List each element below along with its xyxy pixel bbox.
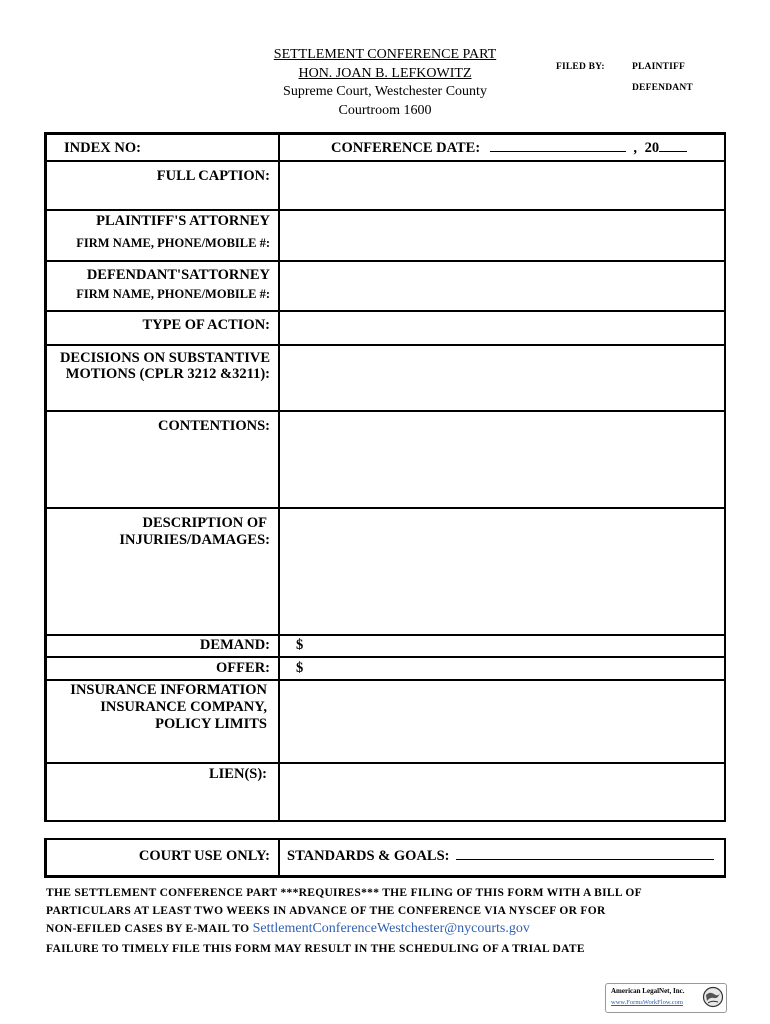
filed-by-label: FILED BY: — [556, 62, 605, 72]
offer-label: OFFER: — [216, 660, 270, 676]
full-caption-input[interactable] — [281, 162, 723, 208]
year-prefix: 20 — [644, 140, 660, 156]
notice-line3-text: NON-EFILED CASES BY E-MAIL TO — [46, 923, 250, 935]
plaintiff-attorney-input[interactable] — [281, 211, 723, 259]
index-no-label: INDEX NO: — [64, 140, 141, 156]
header-part-title: SETTLEMENT CONFERENCE PART — [273, 47, 497, 62]
defendant-attorney-label: DEFENDANT'SATTORNEY — [86, 267, 270, 283]
notice-line3 — [46, 921, 530, 937]
notice-line4: FAILURE TO TIMELY FILE THIS FORM MAY RESULT IN THE SCHEDULING OF A TRIAL DATE — [46, 943, 585, 955]
decisions-input[interactable] — [281, 346, 723, 409]
filed-by-plaintiff[interactable]: PLAINTIFF — [632, 62, 685, 72]
description-input[interactable] — [281, 509, 723, 633]
demand-label: DEMAND: — [199, 637, 270, 653]
demand-input[interactable]: $ — [296, 637, 304, 653]
header-judge-name: HON. JOAN B. LEFKOWITZ — [298, 66, 472, 81]
insurance-label-line3: POLICY LIMITS — [155, 716, 267, 732]
form-column-divider — [278, 134, 280, 822]
court-use-divider — [278, 840, 280, 876]
header-court: Supreme Court, Westchester County — [283, 84, 487, 99]
decisions-label-line2: MOTIONS (CPLR 3212 &3211): — [65, 366, 270, 382]
filed-by-defendant[interactable]: DEFENDANT — [632, 83, 693, 93]
defendant-attorney-input[interactable] — [281, 262, 723, 309]
row-divider — [44, 634, 725, 636]
conference-date-label: CONFERENCE DATE: — [331, 140, 481, 156]
publisher-logo[interactable] — [605, 983, 727, 1013]
description-label-line2: INJURIES/DAMAGES: — [119, 532, 270, 548]
type-of-action-input[interactable] — [281, 312, 723, 343]
contentions-label: CONTENTIONS: — [158, 418, 270, 434]
court-use-label: COURT USE ONLY: — [138, 848, 270, 864]
liens-input[interactable] — [281, 764, 723, 819]
standards-goals-label: STANDARDS & GOALS: — [287, 848, 450, 864]
publisher-name: American LegalNet, Inc. — [611, 987, 685, 995]
insurance-input[interactable] — [281, 681, 723, 761]
date-comma: , — [633, 140, 638, 156]
conference-date-blank[interactable] — [490, 151, 626, 152]
notice-line1: THE SETTLEMENT CONFERENCE PART ***REQUIRES*** THE FILING OF THIS FORM WITH A BILL OF — [46, 887, 642, 899]
year-blank[interactable] — [659, 151, 687, 152]
offer-input[interactable]: $ — [296, 660, 304, 676]
publisher-website[interactable]: www.FormsWorkFlow.com — [611, 999, 683, 1006]
plaintiff-firm-label: FIRM NAME, PHONE/MOBILE #: — [76, 236, 270, 250]
contentions-input[interactable] — [281, 412, 723, 506]
globe-icon — [702, 986, 724, 1008]
description-label-line1: DESCRIPTION OF — [142, 515, 267, 531]
header-courtroom: Courtroom 1600 — [338, 103, 432, 118]
defendant-firm-label: FIRM NAME, PHONE/MOBILE #: — [76, 287, 270, 301]
decisions-label-line1: DECISIONS ON SUBSTANTIVE — [59, 350, 270, 366]
full-caption-label: FULL CAPTION: — [156, 168, 270, 184]
standards-goals-blank[interactable] — [456, 859, 714, 860]
liens-label: LIEN(S): — [208, 766, 267, 782]
insurance-label-line1: INSURANCE INFORMATION — [70, 682, 267, 698]
insurance-label-line2: INSURANCE COMPANY, — [100, 699, 267, 715]
type-of-action-label: TYPE OF ACTION: — [142, 317, 270, 333]
standards-goals-field[interactable] — [287, 848, 714, 865]
plaintiff-attorney-label: PLAINTIFF'S ATTORNEY — [96, 213, 270, 229]
row-divider — [44, 656, 725, 658]
row-divider — [44, 820, 725, 822]
conference-date-field[interactable] — [331, 140, 687, 157]
notice-line2: PARTICULARS AT LEAST TWO WEEKS IN ADVANCE OF THE CONFERENCE VIA NYSCEF OR FOR — [46, 905, 606, 917]
settlement-email-link[interactable]: SettlementConferenceWestchester@nycourts.gov — [252, 921, 530, 936]
